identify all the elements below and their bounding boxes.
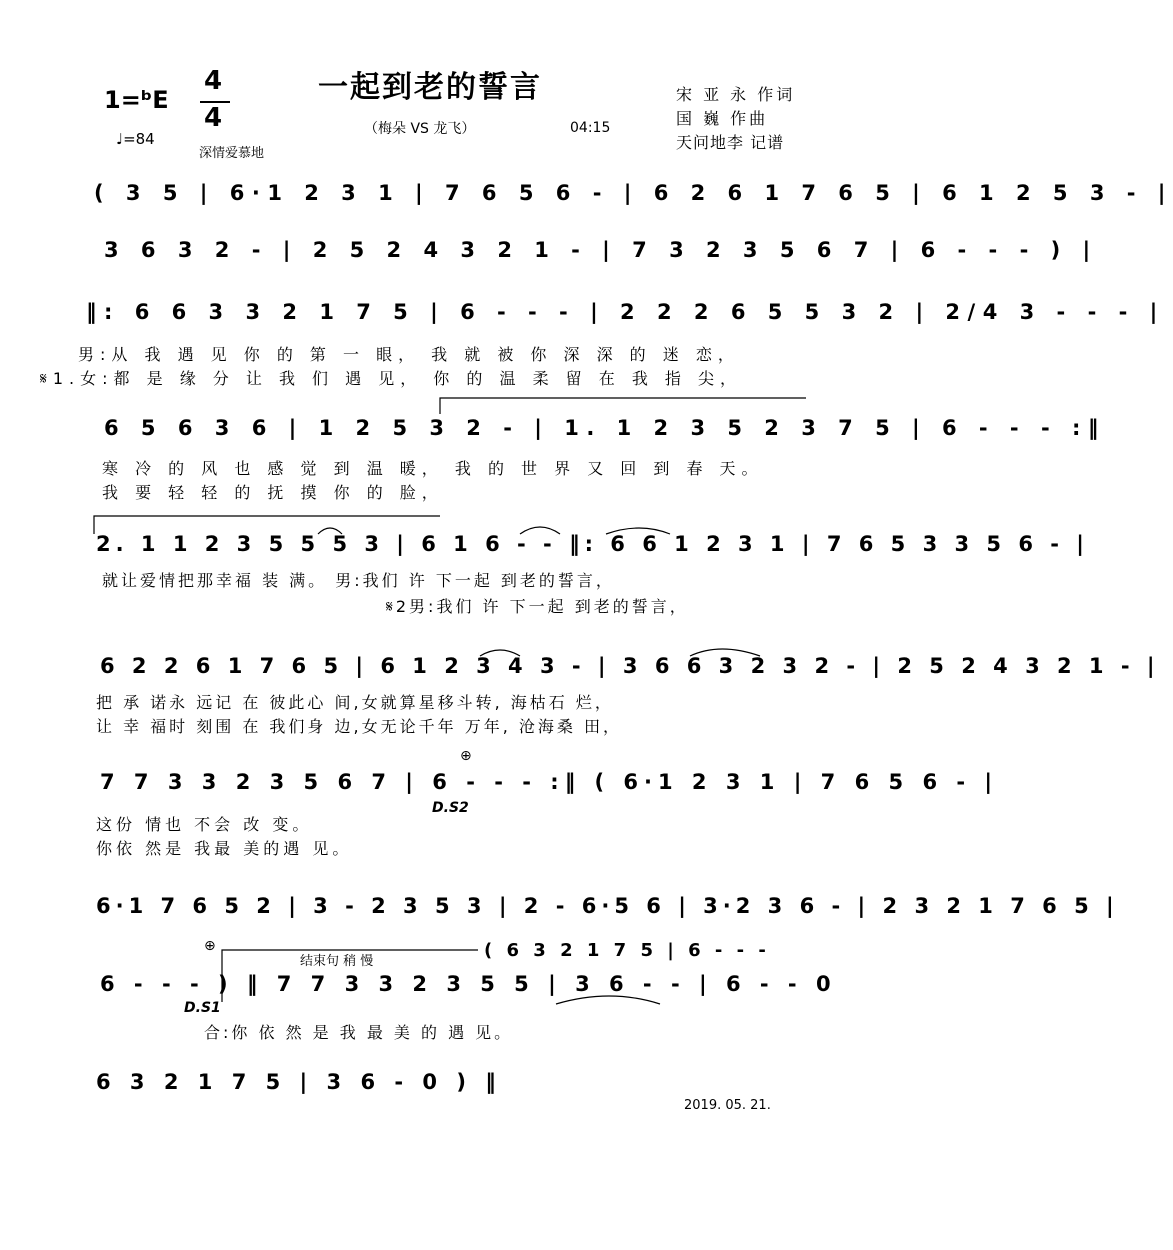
score-system-8: 6·1 7 6 5 2 | 3 - 2 3 5 3 | 2 - 6·5 6 | 3·2 3 6 - | 2 3 2 1 7 6 5 | <box>96 894 1119 918</box>
composer-credit: 国 巍 作曲 <box>676 109 769 128</box>
duration: 04:15 <box>570 120 611 136</box>
transcriber-credit: 天问地李 记谱 <box>676 133 785 152</box>
score-system-7: 7 7 3 3 2 3 5 6 7 | 6 - - - :‖ ( 6·1 2 3 1 | 7 6 5 6 - | <box>100 770 999 794</box>
score-system-1: ( 3 5 | 6·1 2 3 1 | 7 6 5 6 - | 6 2 6 1 7 6 5 | 6 1 2 5 3 - | <box>94 181 1173 205</box>
coda-ending-text: 结束句 稍 慢 <box>300 954 374 969</box>
score-system-4: 6 5 6 3 6 | 1 2 5 3 2 - | 1. 1 2 3 5 2 3 7 5 | 6 - - - :‖ <box>104 416 1106 440</box>
ds2-marking: D.S2 <box>432 800 469 816</box>
score-system-9: 6 - - - ) ‖ 7 7 3 3 2 3 5 5 | 3 6 - - | 6 - - 0 <box>100 972 837 996</box>
lyrics-verse-1-line-1: 男:从 我 遇 见 你 的 第 一 眼， 我 就 被 你 深 深 的 迷 恋， <box>78 345 740 364</box>
time-signature-denominator: 4 <box>204 103 223 133</box>
time-signature-numerator: 4 <box>204 66 223 96</box>
score-system-5: 2. 1 1 2 3 5 5 5 3 | 6 1 6 - - ‖: 6 6 1 2 3 1 | 7 6 5 3 3 5 6 - | <box>96 532 1089 556</box>
score-system-3: ‖: 6 6 3 3 2 1 7 5 | 6 - - - | 2 2 2 6 5 5 3 2 | 2/4 3 - - - | <box>86 300 1165 324</box>
lyricist-credit: 宋 亚 永 作词 <box>676 85 796 104</box>
lyrics-chorus-line-3-alt: 你依 然是 我最 美的遇 见。 <box>96 839 353 858</box>
lyrics-chorus-line-1-alt: 𝄋2男:我们 许 下一起 到老的誓言， <box>386 597 689 616</box>
page-title: 一起到老的誓言 <box>318 70 542 105</box>
lyrics-chorus-line-1: 就让爱情把那幸福 装 满。 男:我们 许 下一起 到老的誓言， <box>102 571 615 590</box>
score-system-6: 6 2 2 6 1 7 6 5 | 6 1 2 3 4 3 - | 3 6 6 3 2 3 2 - | 2 5 2 4 3 2 1 - | <box>100 654 1160 678</box>
tempo-marking: ♩=84 <box>116 130 155 148</box>
transcription-date: 2019. 05. 21. <box>684 1098 771 1113</box>
lyrics-verse-2-line-1: 𝄋1.女:都 是 缘 分 让 我 们 遇 见， 你 的 温 柔 留 在 我 指 尖， <box>40 369 742 388</box>
score-system-10: 6 3 2 1 7 5 | 3 6 - 0 ) ‖ <box>96 1070 502 1094</box>
lyrics-chorus-line-3: 这份 情也 不会 改 变。 <box>96 815 313 834</box>
expression-marking: 深情爱慕地 <box>199 146 265 161</box>
lyrics-verse-2-line-2: 我 要 轻 轻 的 抚 摸 你 的 脸， <box>102 483 444 502</box>
lyrics-ending: 合:你 依 然 是 我 最 美 的 遇 见。 <box>204 1023 514 1042</box>
ossia-line: ( 6 3 2 1 7 5 | 6 - - - <box>484 940 770 961</box>
lyrics-verse-1-line-2: 寒 冷 的 风 也 感 觉 到 温 暖， 我 的 世 界 又 回 到 春 天。 <box>102 459 764 478</box>
key-signature: 1=ᵇE <box>104 86 169 114</box>
coda-sign-icon-2: ⊕ <box>204 938 216 954</box>
ds1-marking: D.S1 <box>184 1000 221 1016</box>
performers-subtitle: （梅朵 VS 龙飞） <box>364 121 476 137</box>
coda-sign-icon: ⊕ <box>460 748 472 764</box>
score-system-2: 3 6 3 2 - | 2 5 2 4 3 2 1 - | 7 3 2 3 5 6 7 | 6 - - - ) | <box>104 238 1098 262</box>
lyrics-chorus-line-2: 把 承 诺永 远记 在 彼此心 间,女就算星移斗转, 海枯石 烂， <box>96 693 614 712</box>
lyrics-chorus-line-2-alt: 让 幸 福时 刻围 在 我们身 边,女无论千年 万年, 沧海桑 田， <box>96 717 622 736</box>
